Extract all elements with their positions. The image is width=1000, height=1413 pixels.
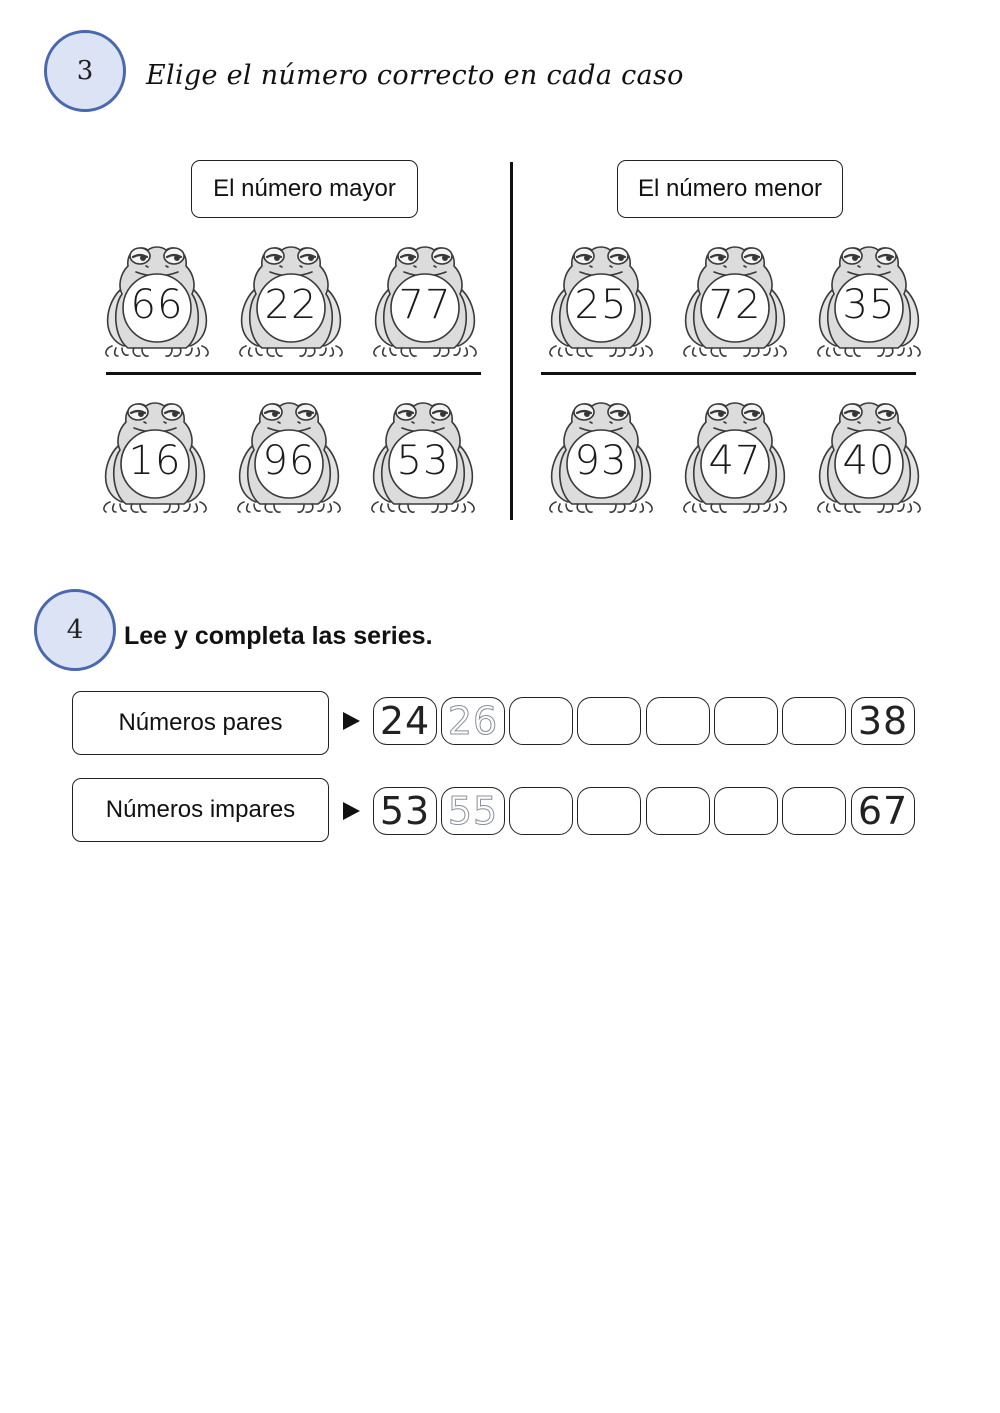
frog-option[interactable] <box>810 238 928 360</box>
series-pares-cell: 38 <box>851 697 915 745</box>
series-pares-blank-input[interactable] <box>509 697 573 745</box>
frog-number: 22 <box>264 282 318 328</box>
frog-option[interactable] <box>366 238 484 360</box>
series-pares-blank-input[interactable] <box>577 697 641 745</box>
arrow-right-icon <box>343 802 360 820</box>
frog-number: 77 <box>398 282 452 328</box>
frog-option[interactable] <box>810 394 928 516</box>
label-numeros-pares: Números pares <box>72 691 329 755</box>
frog-option[interactable] <box>96 394 214 516</box>
label-numero-menor: El número menor <box>617 160 843 218</box>
section-3-badge <box>44 30 126 112</box>
series-pares-cell: 24 <box>373 697 437 745</box>
frog-option[interactable] <box>232 238 350 360</box>
frog-option[interactable] <box>542 238 660 360</box>
series-impares-cell-tracing: 55 <box>441 787 505 835</box>
section-4-title: Lee y completa las series. <box>124 622 433 650</box>
frog-option[interactable] <box>364 394 482 516</box>
section-3-number: 3 <box>76 56 94 86</box>
frog-number: 96 <box>262 438 316 484</box>
right-horizontal-divider <box>541 372 916 375</box>
series-impares-cell: 67 <box>851 787 915 835</box>
vertical-divider <box>510 162 513 520</box>
series-impares-blank-input[interactable] <box>577 787 641 835</box>
frog-number: 53 <box>396 438 450 484</box>
frog-option[interactable] <box>676 394 794 516</box>
series-pares-blank-input[interactable] <box>714 697 778 745</box>
frog-number: 66 <box>130 282 184 328</box>
series-pares-cell-tracing: 26 <box>441 697 505 745</box>
frog-number: 35 <box>842 282 896 328</box>
series-pares-blank-input[interactable] <box>782 697 846 745</box>
series-impares-blank-input[interactable] <box>646 787 710 835</box>
frog-number: 93 <box>574 438 628 484</box>
frog-option[interactable] <box>230 394 348 516</box>
frog-number: 47 <box>708 438 762 484</box>
series-pares-blank-input[interactable] <box>646 697 710 745</box>
series-impares-blank-input[interactable] <box>782 787 846 835</box>
label-numero-mayor: El número mayor <box>191 160 418 218</box>
section-4-number: 4 <box>66 615 84 645</box>
frog-option[interactable] <box>98 238 216 360</box>
series-impares-cell: 53 <box>373 787 437 835</box>
frog-number: 25 <box>574 282 628 328</box>
series-impares-blank-input[interactable] <box>714 787 778 835</box>
label-numeros-impares: Números impares <box>72 778 329 842</box>
section-4-badge <box>34 589 116 671</box>
frog-option[interactable] <box>676 238 794 360</box>
frog-number: 72 <box>708 282 762 328</box>
arrow-right-icon <box>343 712 360 730</box>
frog-number: 16 <box>128 438 182 484</box>
section-3-title: Elige el número correcto en cada caso <box>146 60 684 91</box>
series-impares-blank-input[interactable] <box>509 787 573 835</box>
frog-option[interactable] <box>542 394 660 516</box>
left-horizontal-divider <box>106 372 481 375</box>
frog-number: 40 <box>842 438 896 484</box>
